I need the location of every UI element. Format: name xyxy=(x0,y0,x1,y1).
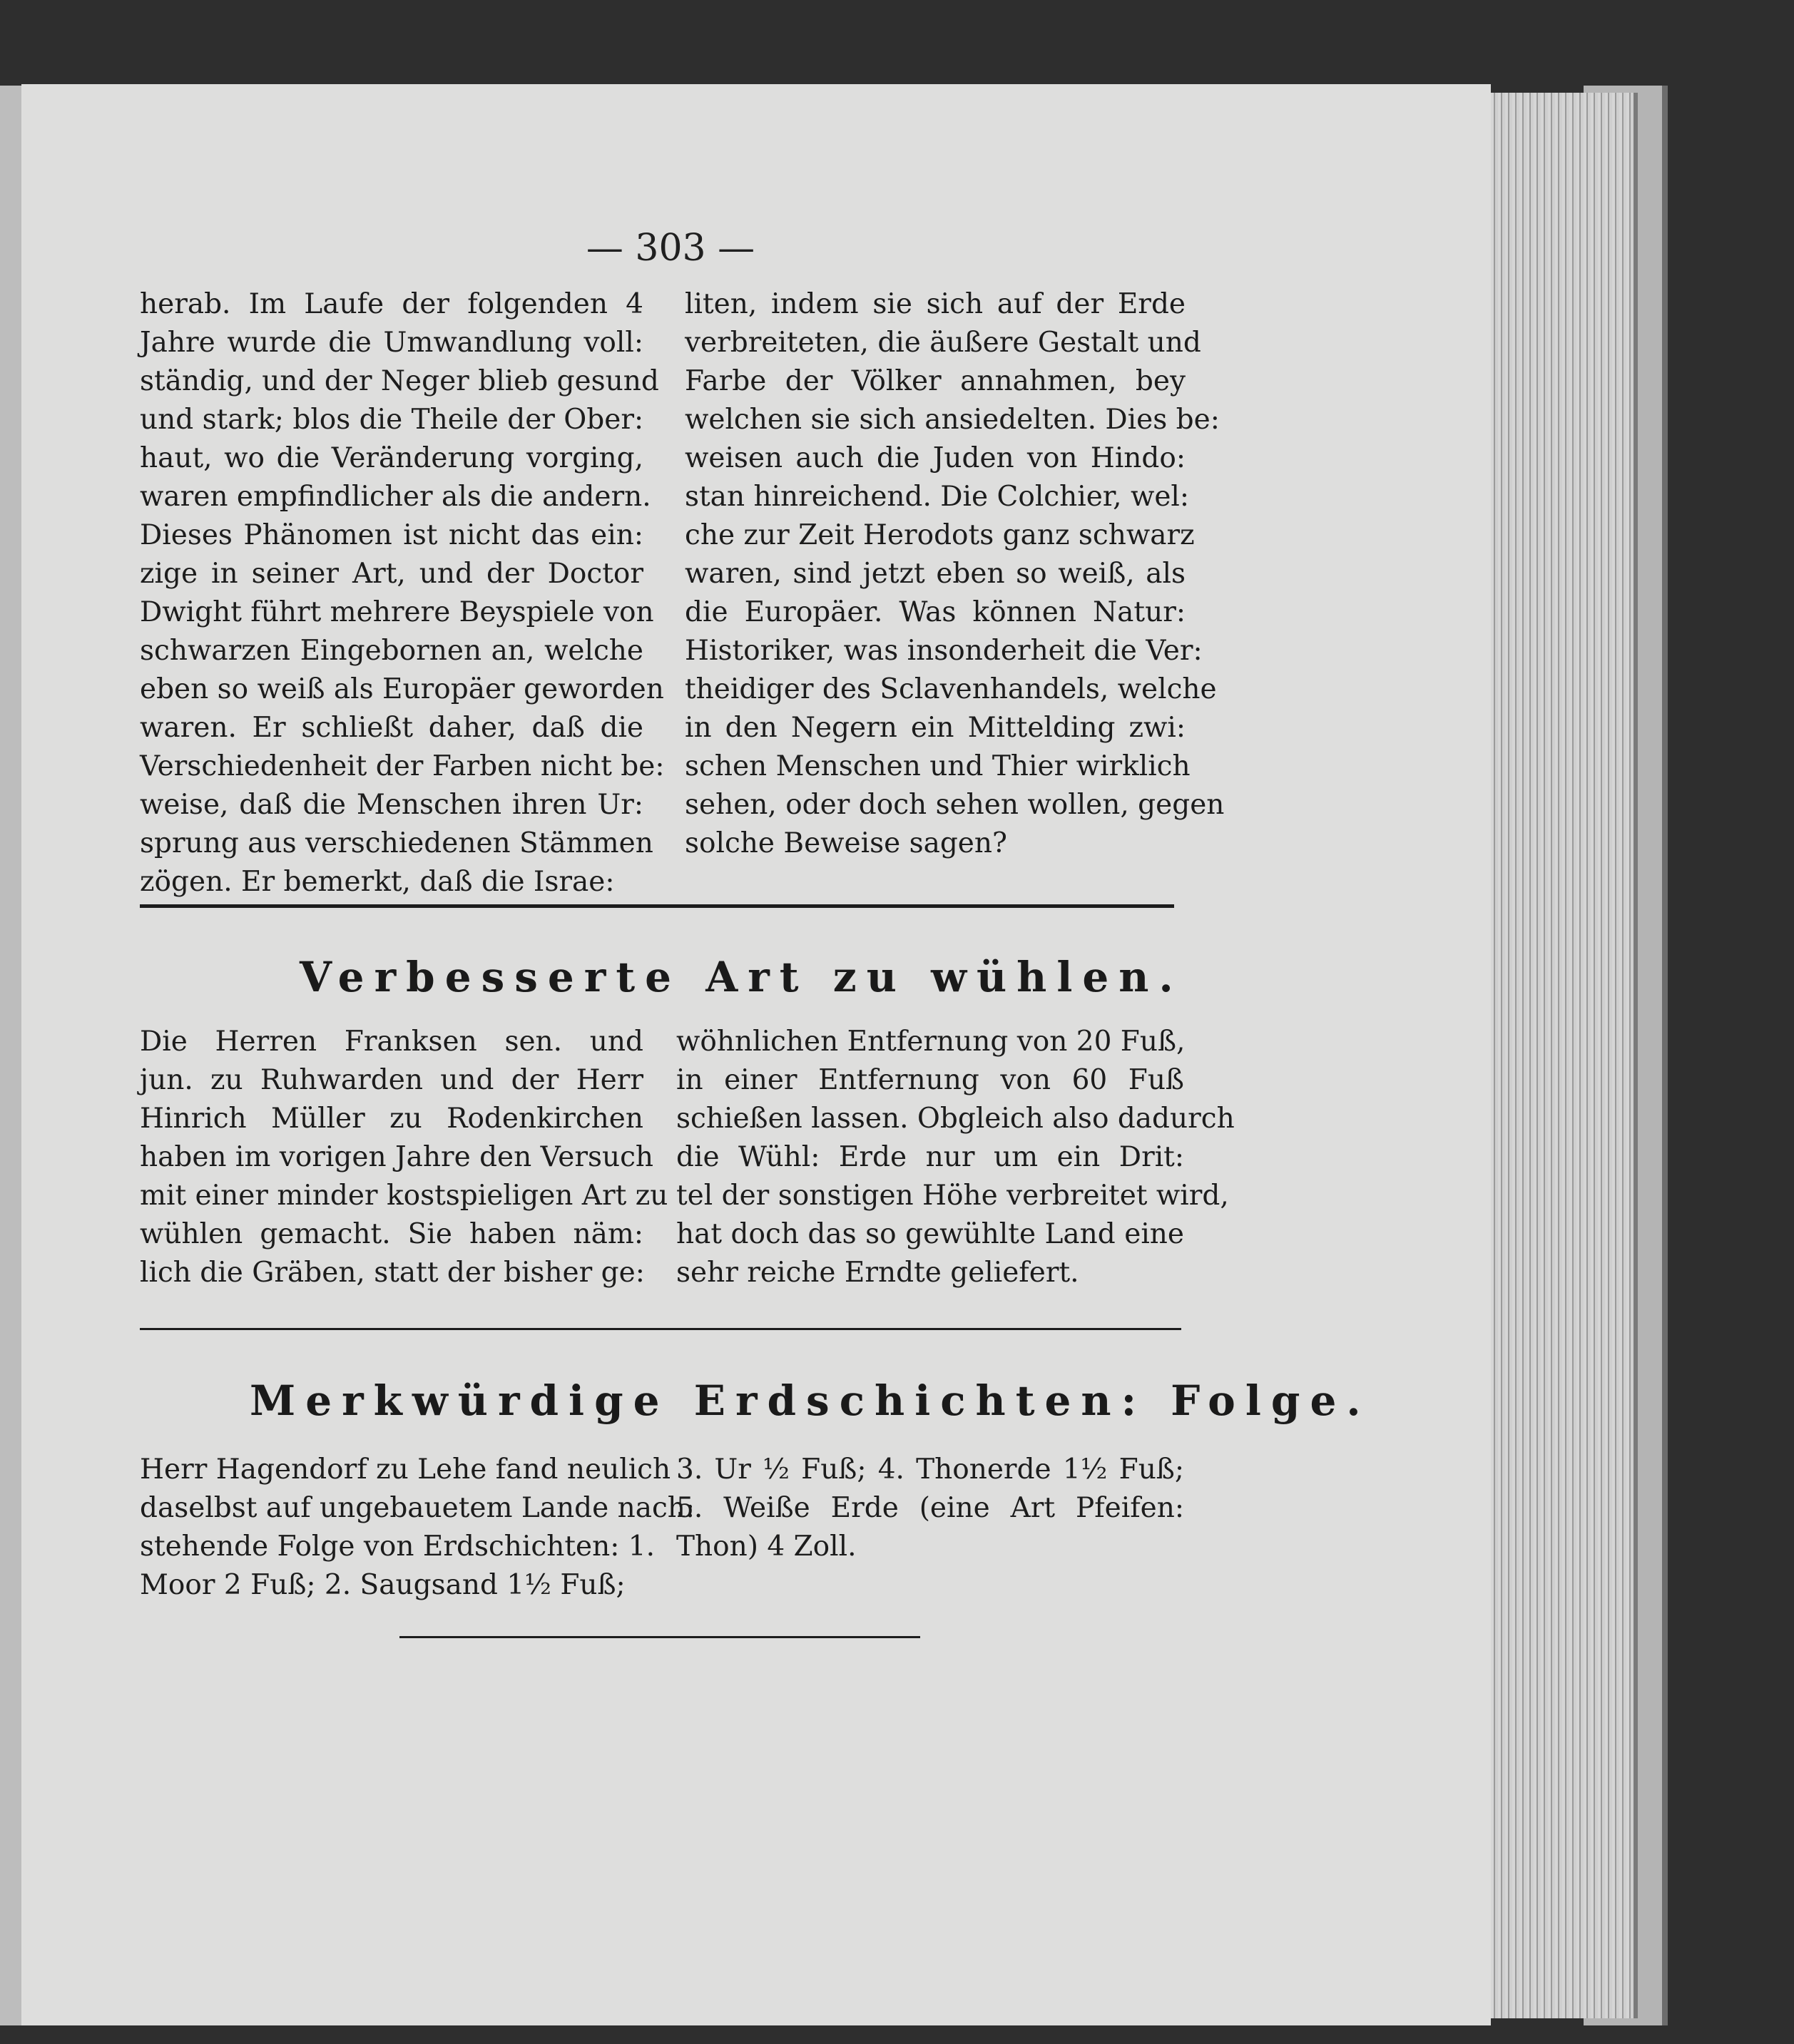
text-line: verbreiteten, die äußere Gestalt und xyxy=(685,327,1201,359)
text-line: Die Herren Franksen sen. und xyxy=(140,1026,643,1058)
text-line: stehende Folge von Erdschichten: 1. xyxy=(140,1531,655,1563)
section3-left-column xyxy=(140,1451,695,1605)
text-line: che zur Zeit Herodots ganz schwarz xyxy=(685,519,1195,551)
text-line: jun. zu Ruhwarden und der Herr xyxy=(140,1064,643,1096)
text-line: theidiger des Sclavenhandels, welche xyxy=(685,673,1217,705)
text-line: Hinrich Müller zu Rodenkirchen xyxy=(140,1103,643,1135)
page-number: — 303 — xyxy=(586,227,755,270)
text-line: Dieses Phänomen ist nicht das ein: xyxy=(140,519,643,551)
book-spine xyxy=(0,86,24,2025)
text-line: und stark; blos die Theile der Ober: xyxy=(140,404,644,436)
text-line: stan hinreichend. Die Colchier, wel: xyxy=(685,481,1190,513)
text-line: schwarzen Eingebornen an, welche xyxy=(140,635,643,667)
section1-left-column xyxy=(140,285,665,901)
section1-right-column xyxy=(685,285,1225,863)
text-line: waren empfindlicher als die andern. xyxy=(140,481,651,513)
text-line: 5. Weiße Erde (eine Art Pfeifen: xyxy=(676,1492,1184,1524)
section2-left-column xyxy=(140,1023,668,1292)
text-line: Dwight führt mehrere Beyspiele von xyxy=(140,596,654,628)
text-line: haut, wo die Veränderung vorging, xyxy=(140,442,643,474)
page-edges xyxy=(1484,93,1638,2018)
text-line: wöhnlichen Entfernung von 20 Fuß, xyxy=(676,1026,1186,1058)
text-line: sehr reiche Erndte geliefert. xyxy=(676,1257,1079,1289)
section2-right-column xyxy=(676,1023,1235,1292)
text-line: die Europäer. Was können Natur: xyxy=(685,596,1186,628)
section3-heading: Merkwürdige Erdschichten: Folge. xyxy=(250,1376,1371,1425)
text-line: eben so weiß als Europäer geworden xyxy=(140,673,664,705)
text-line: daselbst auf ungebauetem Lande nach: xyxy=(140,1492,695,1524)
text-line: schießen lassen. Obgleich also dadurch xyxy=(676,1103,1235,1135)
text-line: Moor 2 Fuß; 2. Saugsand 1½ Fuß; xyxy=(140,1569,626,1601)
text-line: ständig, und der Neger blieb gesund xyxy=(140,365,659,397)
text-line: in den Negern ein Mittelding zwi: xyxy=(685,712,1186,744)
text-line: hat doch das so gewühlte Land eine xyxy=(676,1218,1184,1250)
text-line: Thon) 4 Zoll. xyxy=(676,1531,857,1563)
text-line: schen Menschen und Thier wirklich xyxy=(685,750,1191,782)
text-line: tel der sonstigen Höhe verbreitet wird, xyxy=(676,1180,1229,1212)
text-line: sehen, oder doch sehen wollen, gegen xyxy=(685,789,1225,821)
text-line: wühlen gemacht. Sie haben näm: xyxy=(140,1218,643,1250)
text-line: haben im vorigen Jahre den Versuch xyxy=(140,1141,654,1173)
text-line: weisen auch die Juden von Hindo: xyxy=(685,442,1186,474)
end-rule xyxy=(399,1636,920,1638)
text-line: herab. Im Laufe der folgenden 4 xyxy=(140,288,643,320)
section-divider-2 xyxy=(140,1328,1181,1330)
text-line: waren, sind jetzt eben so weiß, als xyxy=(685,558,1186,590)
section-divider-1 xyxy=(140,904,1174,908)
section2-heading: Verbesserte Art zu wühlen. xyxy=(300,953,1183,1001)
section3-right-column xyxy=(676,1451,1184,1566)
text-line: sprung aus verschiedenen Stämmen xyxy=(140,827,653,859)
text-line: mit einer minder kostspieligen Art zu xyxy=(140,1180,668,1212)
text-line: welchen sie sich ansiedelten. Dies be: xyxy=(685,404,1220,436)
text-line: zige in seiner Art, und der Doctor xyxy=(140,558,643,590)
text-line: Farbe der Völker annahmen, bey xyxy=(685,365,1186,397)
text-line: Historiker, was insonderheit die Ver: xyxy=(685,635,1203,667)
text-line: Herr Hagendorf zu Lehe fand neulich xyxy=(140,1453,671,1486)
text-line: solche Beweise sagen? xyxy=(685,827,1007,859)
text-line: in einer Entfernung von 60 Fuß xyxy=(676,1064,1184,1096)
text-line: Verschiedenheit der Farben nicht be: xyxy=(140,750,665,782)
text-line: Jahre wurde die Umwandlung voll: xyxy=(140,327,643,359)
text-line: lich die Gräben, statt der bisher ge: xyxy=(140,1257,645,1289)
text-line: weise, daß die Menschen ihren Ur: xyxy=(140,789,643,821)
text-line: waren. Er schließt daher, daß die xyxy=(140,712,643,744)
text-line: liten, indem sie sich auf der Erde xyxy=(685,288,1186,320)
text-line: zögen. Er bemerkt, daß die Israe: xyxy=(140,866,615,898)
text-line: die Wühl: Erde nur um ein Drit: xyxy=(676,1141,1184,1173)
text-line: 3. Ur ½ Fuß; 4. Thonerde 1½ Fuß; xyxy=(676,1453,1184,1486)
